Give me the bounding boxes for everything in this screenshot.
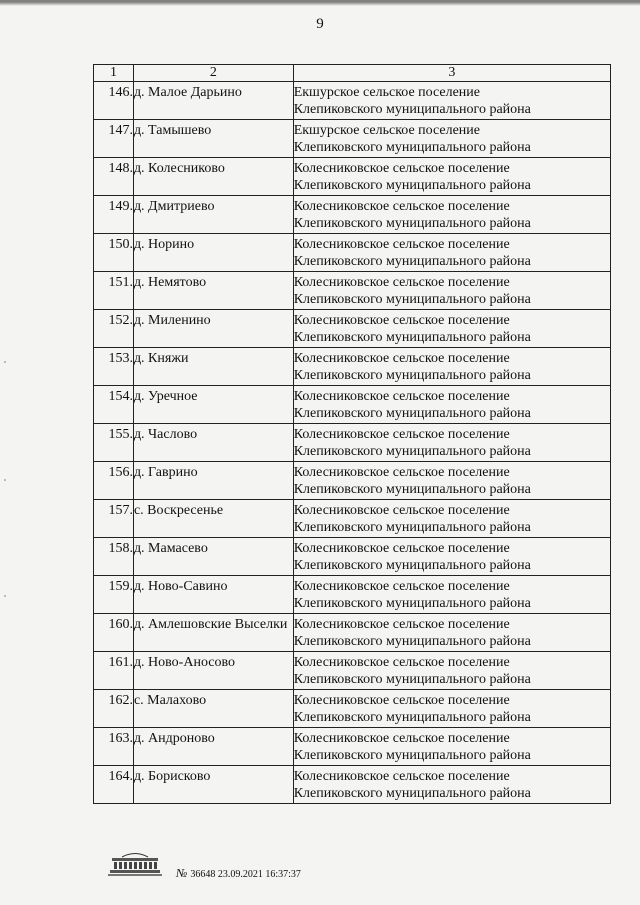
row-number-text: 150. (108, 237, 133, 252)
column-header-1: 1 (94, 65, 134, 82)
settlement-name (293, 196, 610, 234)
settlement-line-1: Колесниковское сельское поселение (293, 313, 510, 328)
table-row (94, 348, 611, 386)
locality-name (133, 614, 293, 652)
settlement-line-1: Колесниковское сельское поселение (293, 161, 510, 176)
settlement-line-1: Колесниковское сельское поселение (293, 731, 510, 746)
settlement-name (293, 120, 610, 158)
scan-margin-marks (3, 360, 7, 600)
settlement-line-2: Клепиковского муниципального района (293, 102, 531, 117)
settlement-line-2: Клепиковского муниципального района (293, 330, 531, 345)
row-number-text: 160. (108, 617, 133, 632)
row-number-text: 161. (108, 655, 133, 670)
settlement-line-2: Клепиковского муниципального района (293, 520, 531, 535)
settlement-line-1: Колесниковское сельское поселение (293, 503, 510, 518)
column-header-3: 3 (293, 65, 610, 82)
row-number (94, 728, 134, 766)
row-number (94, 766, 134, 804)
locality-name-text: д. Дмитриево (133, 199, 215, 214)
table-row (94, 576, 611, 614)
locality-name (133, 462, 293, 500)
settlement-line-1: Колесниковское сельское поселение (293, 579, 510, 594)
registration-stamp-icon (108, 851, 162, 877)
settlement-name (293, 690, 610, 728)
registration-text: 36648 23.09.2021 16:37:37 (190, 869, 301, 880)
locality-name-text: д. Мамасево (133, 541, 208, 556)
row-number (94, 614, 134, 652)
locality-name-text: д. Ново-Савино (133, 579, 228, 594)
locality-name-text: д. Гаврино (133, 465, 198, 480)
settlement-line-2: Клепиковского муниципального района (293, 710, 531, 725)
settlement-name (293, 576, 610, 614)
table-header-row (94, 65, 611, 82)
row-number-text: 149. (108, 199, 133, 214)
table-row (94, 310, 611, 348)
settlement-name (293, 386, 610, 424)
row-number-text: 162. (108, 693, 133, 708)
settlement-line-1: Колесниковское сельское поселение (293, 275, 510, 290)
locality-name (133, 690, 293, 728)
settlement-line-2: Клепиковского муниципального района (293, 368, 531, 383)
row-number-text: 163. (108, 731, 133, 746)
row-number-text: 151. (108, 275, 133, 290)
table-row (94, 196, 611, 234)
settlement-name (293, 158, 610, 196)
table-row (94, 538, 611, 576)
locality-name (133, 158, 293, 196)
locality-name (133, 120, 293, 158)
settlement-line-2: Клепиковского муниципального района (293, 748, 531, 763)
row-number-text: 156. (108, 465, 133, 480)
locality-name-text: д. Часлово (133, 427, 198, 442)
row-number-text: 153. (108, 351, 133, 366)
settlement-line-2: Клепиковского муниципального района (293, 140, 531, 155)
table-row (94, 82, 611, 120)
settlement-line-2: Клепиковского муниципального района (293, 254, 531, 269)
table-row (94, 652, 611, 690)
settlement-line-1: Колесниковское сельское поселение (293, 541, 510, 556)
settlement-line-2: Клепиковского муниципального района (293, 292, 531, 307)
locality-name (133, 196, 293, 234)
table-row (94, 766, 611, 804)
settlement-name (293, 766, 610, 804)
settlement-name (293, 614, 610, 652)
table-row (94, 424, 611, 462)
settlement-line-2: Клепиковского муниципального района (293, 634, 531, 649)
settlement-line-2: Клепиковского муниципального района (293, 482, 531, 497)
settlement-name (293, 82, 610, 120)
settlement-line-1: Колесниковское сельское поселение (293, 693, 510, 708)
row-number (94, 120, 134, 158)
row-number (94, 690, 134, 728)
settlement-line-2: Клепиковского муниципального района (293, 558, 531, 573)
settlement-line-2: Клепиковского муниципального района (293, 596, 531, 611)
registration-symbol: № (176, 866, 188, 880)
locality-name-text: д. Немятово (133, 275, 207, 290)
locality-name (133, 234, 293, 272)
settlement-line-1: Колесниковское сельское поселение (293, 389, 510, 404)
locality-name (133, 766, 293, 804)
locality-name (133, 272, 293, 310)
row-number (94, 462, 134, 500)
row-number-text: 146. (108, 85, 133, 100)
locality-name-text: д. Борисково (133, 769, 211, 784)
settlement-name (293, 424, 610, 462)
row-number (94, 500, 134, 538)
table-row (94, 272, 611, 310)
row-number-text: 155. (108, 427, 133, 442)
locality-name (133, 652, 293, 690)
locality-name (133, 82, 293, 120)
locality-name (133, 538, 293, 576)
table-row (94, 386, 611, 424)
settlement-line-2: Клепиковского муниципального района (293, 216, 531, 231)
row-number (94, 348, 134, 386)
row-number (94, 386, 134, 424)
row-number-text: 154. (108, 389, 133, 404)
table-row (94, 728, 611, 766)
locality-name-text: д. Миленино (133, 313, 211, 328)
locality-name (133, 310, 293, 348)
settlement-line-2: Клепиковского муниципального района (293, 178, 531, 193)
settlement-name (293, 728, 610, 766)
locality-name-text: д. Норино (133, 237, 195, 252)
settlements-table (93, 64, 611, 804)
row-number (94, 272, 134, 310)
table-row (94, 158, 611, 196)
row-number-text: 158. (108, 541, 133, 556)
locality-name (133, 386, 293, 424)
row-number-text: 148. (108, 161, 133, 176)
locality-name-text: д. Тамышево (133, 123, 212, 138)
row-number-text: 164. (108, 769, 133, 784)
row-number (94, 424, 134, 462)
settlement-line-2: Клепиковского муниципального района (293, 672, 531, 687)
row-number (94, 310, 134, 348)
locality-name-text: д. Амлешовские Выселки (133, 617, 288, 632)
locality-name-text: д. Княжи (133, 351, 189, 366)
table-row (94, 234, 611, 272)
settlement-line-1: Колесниковское сельское поселение (293, 351, 510, 366)
locality-name (133, 576, 293, 614)
settlement-line-1: Колесниковское сельское поселение (293, 199, 510, 214)
row-number (94, 82, 134, 120)
table-row (94, 690, 611, 728)
locality-name-text: с. Малахово (133, 693, 207, 708)
settlement-line-1: Колесниковское сельское поселение (293, 769, 510, 784)
row-number-text: 159. (108, 579, 133, 594)
row-number-text: 152. (108, 313, 133, 328)
settlement-line-2: Клепиковского муниципального района (293, 444, 531, 459)
settlement-name (293, 234, 610, 272)
table-body (94, 82, 611, 804)
row-number (94, 652, 134, 690)
table-row (94, 462, 611, 500)
settlement-line-1: Колесниковское сельское поселение (293, 237, 510, 252)
settlement-name (293, 310, 610, 348)
settlement-name (293, 462, 610, 500)
locality-name (133, 424, 293, 462)
settlement-name (293, 348, 610, 386)
locality-name-text: с. Воскресенье (133, 503, 224, 518)
row-number (94, 196, 134, 234)
column-header-2: 2 (133, 65, 293, 82)
row-number-text: 147. (108, 123, 133, 138)
page-number: 9 (316, 16, 324, 32)
settlement-name (293, 652, 610, 690)
row-number-text: 157. (108, 503, 133, 518)
settlement-line-1: Екшурское сельское поселение (293, 85, 481, 100)
locality-name-text: д. Малое Дарьино (133, 85, 242, 100)
settlement-line-1: Колесниковское сельское поселение (293, 617, 510, 632)
settlement-line-2: Клепиковского муниципального района (293, 786, 531, 801)
locality-name (133, 728, 293, 766)
settlement-line-1: Колесниковское сельское поселение (293, 655, 510, 670)
settlement-line-2: Клепиковского муниципального района (293, 406, 531, 421)
locality-name (133, 348, 293, 386)
settlement-name (293, 538, 610, 576)
registration-number (176, 866, 301, 881)
table-row (94, 120, 611, 158)
settlement-name (293, 272, 610, 310)
locality-name-text: д. Андроново (133, 731, 215, 746)
row-number (94, 538, 134, 576)
row-number (94, 576, 134, 614)
settlement-name (293, 500, 610, 538)
settlement-line-1: Колесниковское сельское поселение (293, 465, 510, 480)
locality-name-text: д. Уречное (133, 389, 198, 404)
settlement-line-1: Екшурское сельское поселение (293, 123, 481, 138)
scan-top-edge (0, 0, 640, 8)
row-number (94, 234, 134, 272)
row-number (94, 158, 134, 196)
locality-name (133, 500, 293, 538)
locality-name-text: д. Ново-Аносово (133, 655, 236, 670)
settlement-line-1: Колесниковское сельское поселение (293, 427, 510, 442)
table-row (94, 614, 611, 652)
table-row (94, 500, 611, 538)
locality-name-text: д. Колесниково (133, 161, 225, 176)
